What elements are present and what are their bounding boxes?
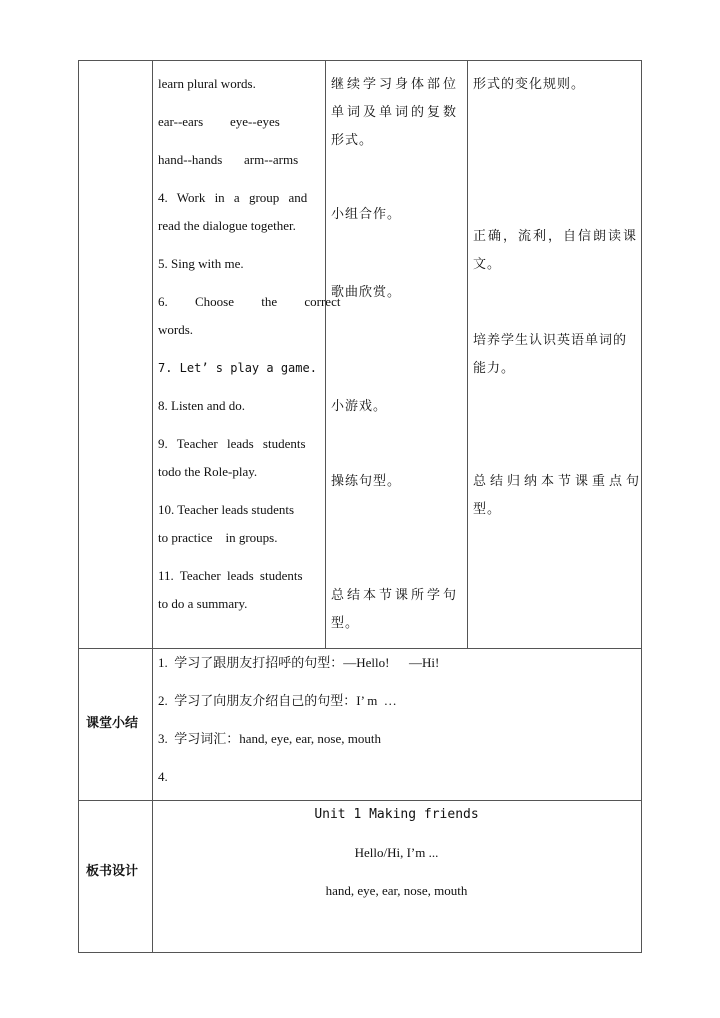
column-divider [325, 60, 326, 648]
activity-line: to practice in groups. [158, 530, 278, 545]
activity-line: hand--hands [158, 152, 223, 167]
activity-line: todo the Role-play. [158, 464, 258, 479]
activity-line: 8. Listen and do. [158, 398, 246, 413]
table-border-bottom [78, 952, 642, 953]
summary-item: 4. [158, 769, 168, 784]
activity-line: 7. Let’ s play a game. [158, 361, 317, 375]
method-line: 继续学习身体部位 [331, 76, 460, 91]
table-border-right [641, 60, 642, 953]
goal-line: 能力。 [473, 360, 516, 375]
activity-line: words. [158, 322, 194, 337]
method-line: 单词及单词的复数 [331, 104, 460, 119]
summary-item: 2. 学习了向朋友介绍自己的句型：I’ m … [158, 693, 397, 708]
activity-line: 6. Choose the correct [158, 294, 341, 309]
activity-line: 11. Teacher leads students [158, 568, 303, 583]
goal-line: 形式的变化规则。 [473, 76, 586, 91]
goal-line: 正确，流利，自信朗读课 [473, 228, 639, 243]
method-line: 歌曲欣赏。 [331, 284, 402, 299]
method-line: 小组合作。 [331, 206, 402, 221]
activity-line: 4. Work in a group and [158, 190, 308, 205]
board-line: hand, eye, ear, nose, mouth [325, 883, 468, 898]
summary-label: 课堂小结 [86, 716, 139, 731]
column-divider [467, 60, 468, 648]
board-title: Unit 1 Making friends [314, 807, 479, 822]
activity-line: 9. Teacher leads students [158, 436, 306, 451]
method-line: 总结本节课所学句 [331, 587, 460, 602]
method-line: 操练句型。 [331, 473, 402, 488]
activity-line: eye--eyes [230, 114, 280, 129]
activity-line: arm--arms [244, 152, 299, 167]
activity-line: learn plural words. [158, 76, 256, 91]
board-line: Hello/Hi, I’m ... [354, 845, 439, 860]
summary-item: 3. 学习词汇：hand, eye, ear, nose, mouth [158, 731, 381, 746]
method-line: 形式。 [331, 132, 374, 147]
activity-line: 10. Teacher leads students [158, 502, 295, 517]
activity-line: 5. Sing with me. [158, 256, 244, 271]
method-line: 型。 [331, 615, 360, 630]
goal-line: 总结归纳本节课重点句 [473, 473, 644, 488]
activity-line: read the dialogue together. [158, 218, 296, 233]
method-line: 小游戏。 [331, 398, 388, 413]
row-divider [78, 800, 642, 801]
summary-item: 1. 学习了跟朋友打招呼的句型：—Hello! —Hi! [158, 655, 440, 670]
table-border-left [78, 60, 79, 953]
table-border-top [78, 60, 642, 61]
activity-line: to do a summary. [158, 596, 248, 611]
board-label: 板书设计 [86, 864, 139, 879]
goal-line: 型。 [473, 501, 502, 516]
goal-line: 培养学生认识英语单词的 [473, 332, 628, 347]
goal-line: 文。 [473, 256, 502, 271]
row-divider [78, 648, 642, 649]
activity-line: ear--ears [158, 114, 204, 129]
